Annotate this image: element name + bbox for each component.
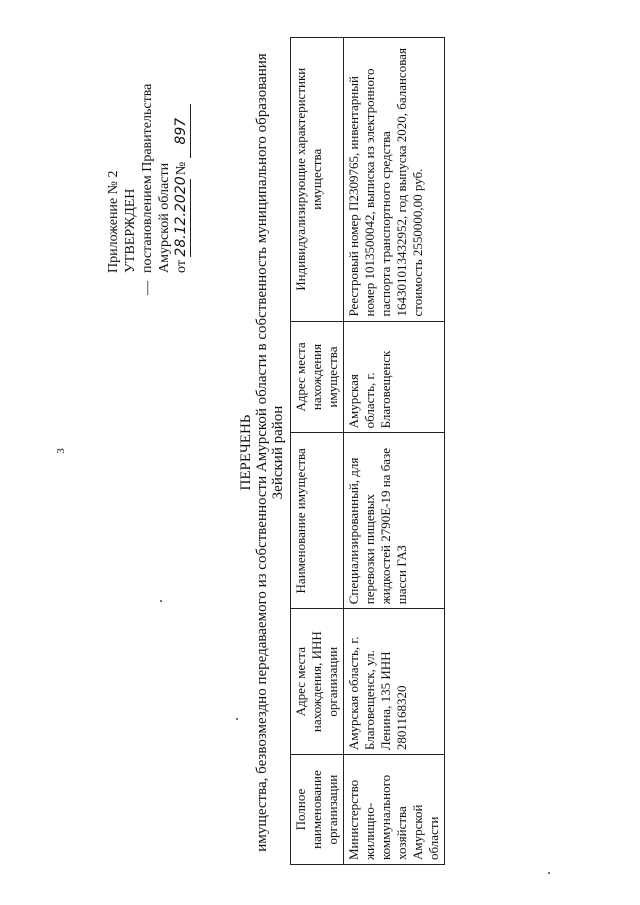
col-org-address: Адрес места нахождения, ИНН организации — [291, 609, 344, 755]
col-characteristics: Индивидуализирующие характеристики имущества — [291, 38, 344, 322]
cell-org-address: Амурская область, г. Благовещенск, ул. Ленина, 135 ИНН 2801168320 — [344, 609, 445, 755]
approval-date: 28.12.2020 — [173, 176, 189, 257]
title-heading: ПЕРЕЧЕНЬ — [238, 414, 254, 491]
approval-dash: — — [140, 281, 155, 295]
table-row — [344, 38, 445, 865]
scan-speck — [548, 872, 550, 874]
approval-date-line — [173, 23, 191, 273]
title-district: Зейский район — [270, 405, 286, 500]
col-org-name: Полное наименование организации — [291, 755, 344, 865]
approval-appendix: Приложение № 2 — [106, 170, 121, 273]
cell-characteristics: Реестровый номер П2309765, инвентарный номер 1013500042, выписка из электронного паспорта транспортного средства 164301013432952, год выпуска 2020, балансовая стоимость 2550000,00 руб. — [344, 38, 445, 322]
approval-approved: УТВЕРЖДЕН — [123, 188, 138, 273]
cell-property-address: Амурская область, г. Благовещенск — [344, 321, 445, 433]
approval-decree: постановлением Правительства — [140, 83, 155, 273]
number-label: № — [174, 161, 189, 176]
approval-region: Амурской области — [157, 162, 172, 273]
page-number: 3 — [54, 448, 67, 454]
approval-number: 897 — [173, 104, 191, 158]
title-subtitle: имущества, безвозмездно передаваемого из собственности Амурской области в собственность муниципального образования — [254, 53, 270, 852]
approval-block — [105, 23, 191, 295]
cell-org-name: Министерство жилищно-коммунального хозяйства Амурской области — [344, 755, 445, 865]
scan-speck — [160, 600, 162, 602]
col-property-name: Наименование имущества — [291, 433, 344, 609]
table-header-row — [291, 38, 344, 865]
scan-speck — [236, 718, 238, 720]
cell-property-name: Специализированный, для перевозки пищевых жидкостей 2790Е-19 на базе шасси ГАЗ — [344, 433, 445, 609]
from-label: от — [174, 260, 189, 273]
property-table — [290, 37, 445, 865]
col-property-address: Адрес места нахождения имущества — [291, 321, 344, 433]
